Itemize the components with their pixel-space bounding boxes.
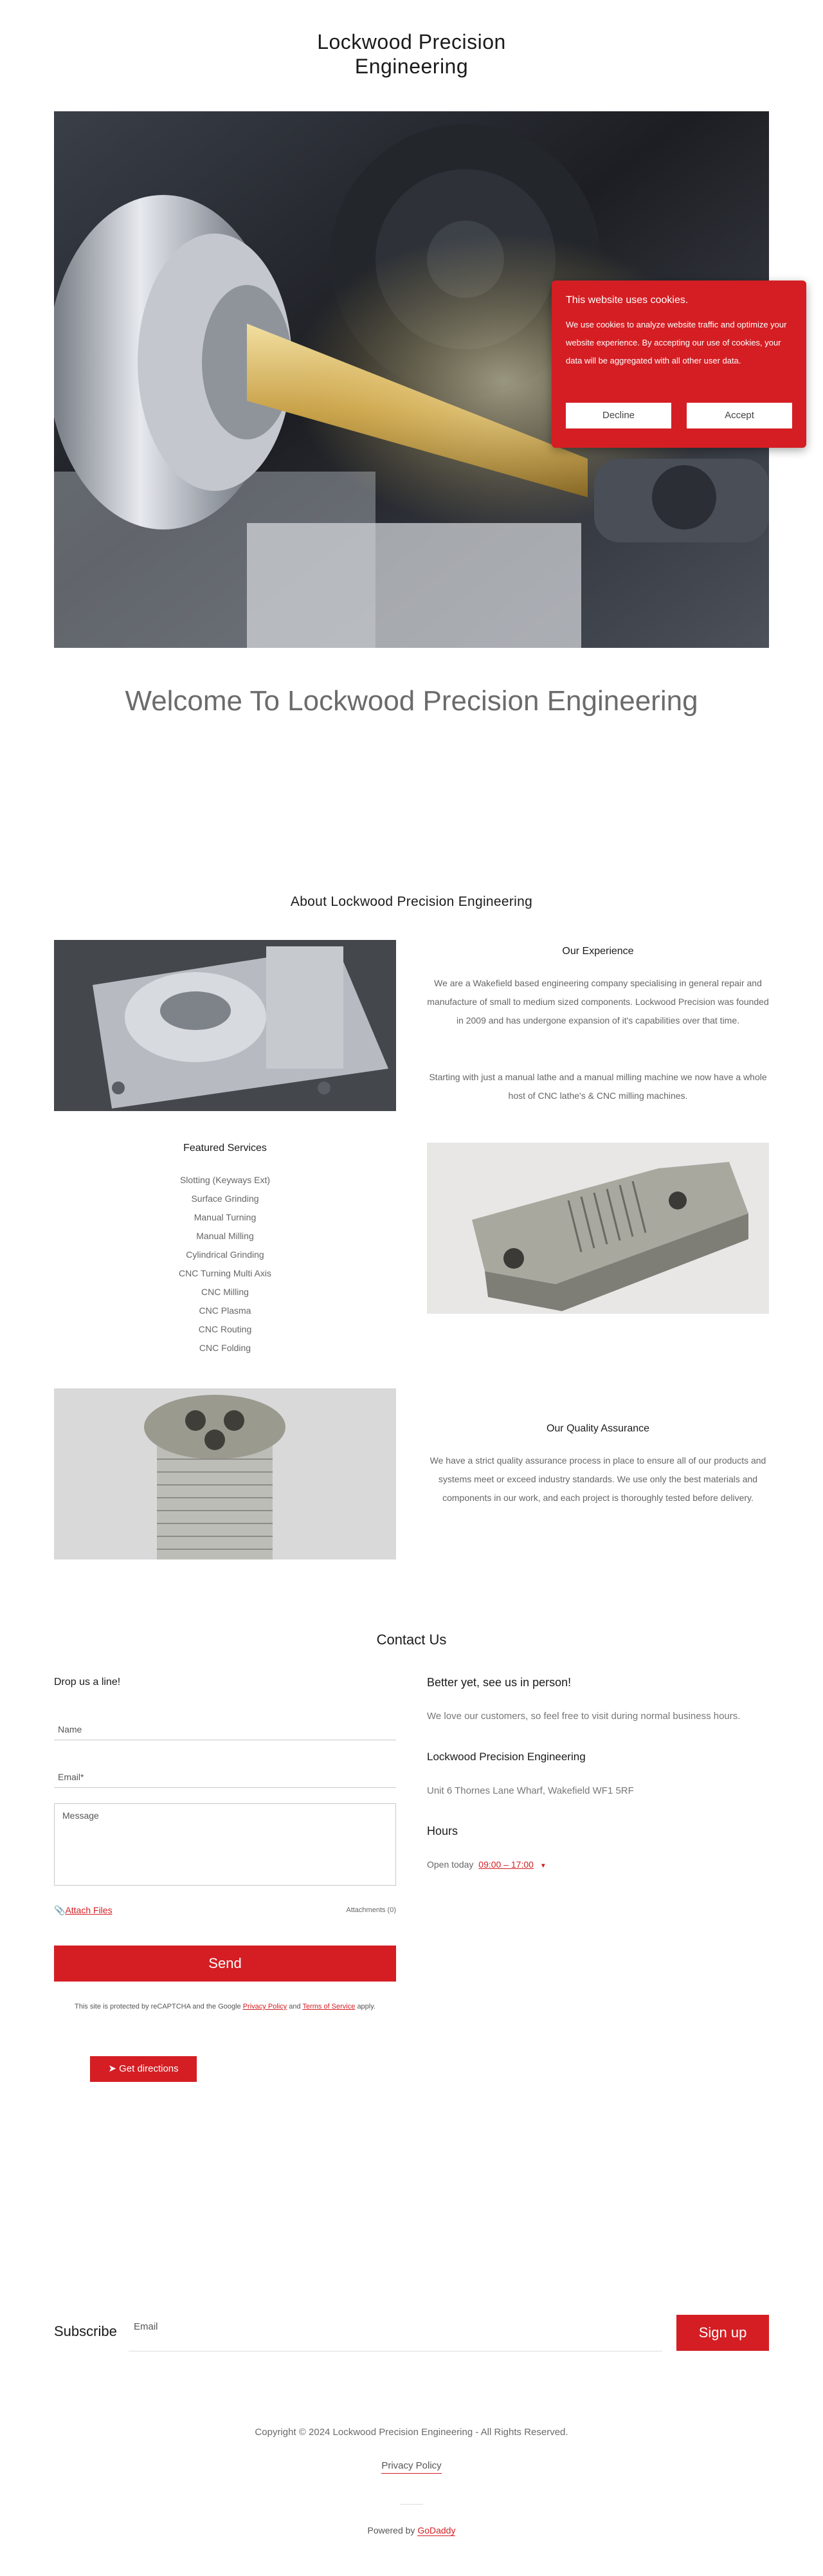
recaptcha-notice bbox=[54, 2003, 396, 2010]
service-item: Surface Grinding bbox=[191, 1193, 259, 1204]
cookie-text: We use cookies to analyze website traffic and optimize your website experience. By accepting our use of cookies, your data will be aggregated with all other user data. bbox=[566, 320, 787, 365]
service-item: CNC Milling bbox=[201, 1287, 249, 1297]
services-list bbox=[54, 1171, 396, 1357]
service-item: Manual Turning bbox=[194, 1212, 257, 1222]
navigation-arrow-icon: ➤ bbox=[108, 2063, 116, 2074]
send-button[interactable]: Send bbox=[54, 1946, 396, 1982]
subscribe-email-input[interactable] bbox=[129, 2315, 662, 2351]
service-item: CNC Turning Multi Axis bbox=[179, 1268, 271, 1278]
machined-part-image bbox=[54, 940, 396, 1111]
hours-row bbox=[427, 1859, 547, 1870]
chevron-down-icon[interactable]: ▼ bbox=[539, 1863, 547, 1870]
about-heading: About Lockwood Precision Engineering bbox=[290, 894, 533, 909]
message-textarea[interactable]: Message bbox=[54, 1803, 396, 1886]
quality-heading: Our Quality Assurance bbox=[546, 1423, 650, 1434]
decline-button[interactable]: Decline bbox=[566, 403, 671, 428]
attachments-count: Attachments (0) bbox=[346, 1906, 396, 1914]
cookie-title: This website uses cookies. bbox=[566, 295, 689, 306]
experience-paragraph-2: Starting with just a manual lathe and a manual milling machine we now have a whole host of CNC lathe's & CNC milling machines. bbox=[429, 1072, 767, 1101]
address: Unit 6 Thornes Lane Wharf, Wakefield WF1 5RF bbox=[427, 1785, 634, 1796]
service-item: Slotting (Keyways Ext) bbox=[179, 1175, 271, 1185]
cookie-banner bbox=[552, 281, 806, 448]
company-name: Lockwood Precision Engineering bbox=[427, 1751, 586, 1763]
services-heading: Featured Services bbox=[183, 1143, 267, 1154]
hours-dropdown[interactable] bbox=[478, 1859, 534, 1870]
paperclip-icon: 📎 bbox=[54, 1905, 66, 1915]
hours-heading: Hours bbox=[427, 1825, 458, 1837]
hours-value: 09:00 – 17:00 bbox=[478, 1859, 534, 1870]
visit-text: We love our customers, so feel free to visit during normal business hours. bbox=[427, 1711, 741, 1722]
contact-heading: Contact Us bbox=[376, 1632, 447, 1648]
recaptcha-terms-link[interactable]: Terms of Service bbox=[302, 2003, 356, 2010]
quality-paragraph: We have a strict quality assurance process in place to ensure all of our products and systems meet or exceed industry standards. We use only the best materials and components in our work, and each project is thoroughly tested before delivery. bbox=[430, 1455, 766, 1503]
recaptcha-privacy-link[interactable]: Privacy Policy bbox=[242, 2003, 287, 2010]
privacy-policy-wrap bbox=[0, 2460, 823, 2471]
service-item: Manual Milling bbox=[196, 1231, 254, 1241]
subscribe-label: Subscribe bbox=[54, 2323, 117, 2339]
service-item: Cylindrical Grinding bbox=[186, 1249, 264, 1260]
accept-button[interactable]: Accept bbox=[687, 403, 792, 428]
form-heading: Drop us a line! bbox=[54, 1677, 121, 1688]
recaptcha-and: and bbox=[289, 2003, 301, 2010]
service-item: CNC Folding bbox=[199, 1343, 251, 1353]
welcome-heading: Welcome To Lockwood Precision Engineering bbox=[125, 685, 698, 717]
email-input[interactable]: Email* bbox=[54, 1766, 396, 1788]
get-directions-button[interactable] bbox=[90, 2056, 197, 2082]
service-item: CNC Plasma bbox=[199, 1305, 251, 1316]
open-today-label: Open today bbox=[427, 1859, 474, 1870]
godaddy-link[interactable]: GoDaddy bbox=[417, 2525, 456, 2535]
footer-divider bbox=[400, 2504, 423, 2505]
recaptcha-text: This site is protected by reCAPTCHA and the Google bbox=[75, 2003, 241, 2010]
site-title-line1: Lockwood Precision bbox=[317, 30, 506, 53]
subscribe-email-placeholder: Email bbox=[134, 2321, 158, 2332]
attach-files-label: Attach Files bbox=[65, 1905, 113, 1915]
round-part-image bbox=[54, 1388, 396, 1559]
recaptcha-apply: apply. bbox=[357, 2003, 375, 2010]
powered-by-text: Powered by bbox=[367, 2525, 415, 2535]
experience-heading: Our Experience bbox=[562, 946, 634, 957]
service-item: CNC Routing bbox=[198, 1324, 252, 1334]
get-directions-label: Get directions bbox=[119, 2063, 179, 2074]
attach-files-link[interactable] bbox=[54, 1905, 113, 1916]
name-input[interactable]: Name bbox=[54, 1718, 396, 1740]
sign-up-button[interactable]: Sign up bbox=[676, 2315, 769, 2351]
experience-paragraph-1: We are a Wakefield based engineering company specialising in general repair and manufacture of small to medium sized components. Lockwood Precision was founded in 2009 and has undergone expansion of it's capabilities over that time. bbox=[427, 978, 769, 1026]
visit-heading: Better yet, see us in person! bbox=[427, 1676, 572, 1689]
site-title[interactable] bbox=[0, 30, 823, 78]
site-title-line2: Engineering bbox=[354, 55, 469, 78]
copyright: Copyright © 2024 Lockwood Precision Engineering - All Rights Reserved. bbox=[255, 2427, 568, 2438]
steel-block-image bbox=[427, 1143, 769, 1314]
powered-by bbox=[0, 2525, 823, 2535]
privacy-policy-link[interactable]: Privacy Policy bbox=[381, 2460, 441, 2474]
